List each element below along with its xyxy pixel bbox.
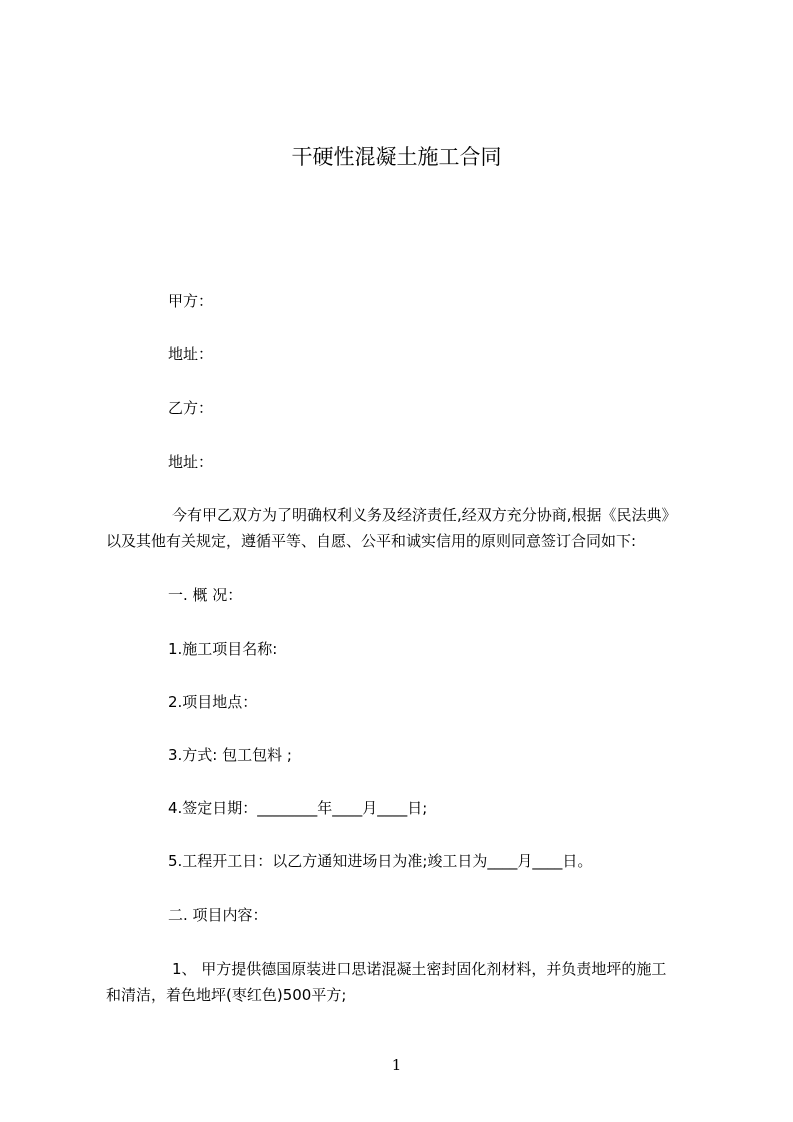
content-item-1-line-1: 1、 甲方提供德国原装进口思诺混凝土密封固化剂材料，并负责地坪的施工 [172, 960, 667, 978]
section-1-heading: 一. 概 况： [168, 586, 243, 604]
section-2-heading: 二. 项目内容： [168, 906, 268, 924]
party-b-label: 乙方： [168, 399, 214, 417]
item-project-location: 2.项目地点： [168, 693, 258, 711]
address-a-label: 地址： [168, 345, 214, 363]
page-number: 1 [391, 1056, 402, 1074]
preamble-line-2: 以及其他有关规定，遵循平等、自愿、公平和诚实信用的原则同意签订合同如下: [106, 532, 637, 550]
item-start-completion: 5.工程开工日：以乙方通知进场日为准;竣工日为____月____日。 [168, 852, 593, 870]
item-signing-date: 4.签定日期：________年____月____日; [168, 799, 428, 817]
preamble-line-1: 今有甲乙双方为了明确权利义务及经济责任,经双方充分协商,根据《民法典》 [172, 506, 677, 524]
item-project-name: 1.施工项目名称: [168, 640, 278, 658]
content-item-1-line-2: 和清洁，着色地坪(枣红色)500平方; [106, 986, 347, 1004]
item-contract-method: 3.方式: 包工包料 ; [168, 746, 292, 764]
address-b-label: 地址： [168, 453, 214, 471]
party-a-label: 甲方： [168, 292, 214, 310]
contract-title: 干硬性混凝土施工合同 [291, 145, 502, 169]
